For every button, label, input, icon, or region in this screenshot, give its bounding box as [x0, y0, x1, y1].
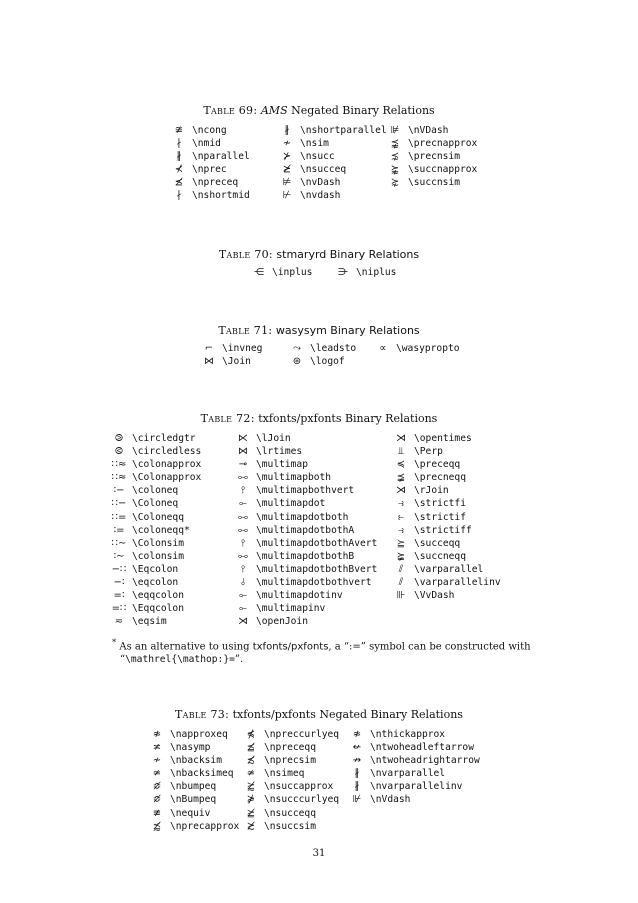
symbol-command: \multimapdotbothB — [256, 550, 355, 562]
symbol-command: \colonapprox — [132, 459, 202, 471]
symbol-command: \nprec — [192, 164, 227, 176]
symbol-glyph: ⧟ — [238, 472, 248, 484]
symbol-command: \opentimes — [414, 433, 472, 444]
symbol-command: \inplus — [272, 267, 313, 278]
symbol-command: \Colonapprox — [132, 472, 202, 484]
symbol-glyph: ⫰ — [240, 577, 246, 589]
symbol-command: \nBumpeq — [170, 794, 217, 806]
symbol-glyph: ≉ — [352, 729, 362, 740]
ams-logo: AMS — [260, 104, 288, 117]
table-row — [110, 445, 530, 458]
symbol-command: \Colonsim — [132, 537, 184, 549]
symbol-glyph: −∶ — [113, 577, 125, 589]
symbol-command: \circledless — [132, 446, 202, 458]
symbol-glyph: ⧟ — [238, 550, 248, 562]
symbol-glyph: ≁ — [282, 138, 292, 150]
symbol-command: \npreceq — [192, 177, 239, 189]
symbol-glyph: ⋊ — [396, 433, 406, 444]
symbol-command: \Eqqcolon — [132, 603, 184, 615]
footnote-marker: * — [112, 637, 117, 647]
table-70-title: stmaryrd Binary Relations — [272, 248, 420, 261]
table-row — [110, 511, 530, 524]
table-row — [110, 432, 530, 445]
symbol-glyph: ∷− — [111, 498, 127, 510]
symbol-glyph: ⫯ — [240, 537, 246, 549]
table-row — [110, 615, 530, 628]
symbol-command: \nsuccsim — [264, 820, 316, 832]
table-row — [110, 524, 530, 537]
table-row — [170, 137, 500, 150]
symbol-glyph: ∶− — [113, 485, 125, 497]
symbol-command: \nvarparallel — [370, 768, 446, 780]
symbol-glyph: ⊮ — [352, 794, 362, 806]
footnote-code: \mathrel{\mathop:}= — [125, 654, 235, 666]
symbol-glyph: ≎̸ — [152, 781, 162, 793]
symbol-glyph: ⧁ — [115, 433, 123, 444]
symbol-command: \varparallel — [414, 563, 484, 575]
symbol-glyph: ⪴ — [396, 537, 406, 549]
symbol-command: \nshortmid — [192, 190, 250, 202]
symbol-command: \Coloneqq — [132, 511, 184, 523]
table-row — [170, 189, 500, 202]
symbol-glyph: ≂ — [114, 616, 124, 628]
table-72-label: Table 72: — [200, 412, 255, 425]
table-71-label: Table 71: — [218, 324, 273, 337]
table-row — [110, 537, 530, 550]
symbol-command: \openJoin — [256, 616, 308, 628]
symbol-glyph: ∶= — [113, 524, 125, 536]
symbol-glyph: ⪷̸ — [152, 820, 162, 832]
symbol-command: \napproxeq — [170, 729, 228, 740]
symbol-glyph: ⋺ — [338, 267, 348, 278]
symbol-glyph: ≭ — [152, 742, 162, 754]
table-row — [110, 563, 530, 576]
symbol-command: \nvarparallelinv — [370, 781, 463, 793]
table-70 — [250, 266, 410, 279]
symbol-command: \ntwoheadleftarrow — [370, 742, 474, 754]
symbol-command: \strictfi — [414, 498, 466, 510]
symbol-glyph: ⪳̸ — [246, 742, 256, 754]
symbol-glyph: ≄ — [246, 768, 256, 780]
symbol-glyph: ⋠ — [246, 729, 256, 740]
symbol-glyph: ≁ — [152, 755, 162, 767]
symbol-command: \multimapboth — [256, 472, 332, 484]
symbol-command: \Eqcolon — [132, 563, 179, 575]
symbol-glyph: ∦ — [354, 768, 360, 780]
symbol-command: \lrtimes — [256, 446, 303, 458]
symbol-command: \strictif — [414, 511, 466, 523]
symbol-command: \colonsim — [132, 550, 184, 562]
symbol-command: \multimapdotbothAvert — [256, 537, 378, 549]
table-73-title: txfonts/pxfonts Negated Binary Relations — [229, 708, 463, 721]
symbol-command: \precneqq — [414, 472, 466, 484]
table-row — [170, 163, 500, 176]
symbol-command: \rJoin — [414, 485, 449, 497]
symbol-command: \nVDash — [408, 125, 449, 136]
symbol-command: \preceqq — [414, 459, 461, 471]
footnote-line-2: “\mathrel{\mathop:}=”. — [120, 654, 244, 666]
symbol-glyph: ∷≈ — [111, 459, 127, 471]
symbol-glyph: ⪴̸ — [246, 807, 256, 819]
symbol-glyph: ⊭ — [282, 177, 292, 189]
symbol-command: \nmid — [192, 138, 221, 150]
table-69-caption — [0, 104, 638, 117]
symbol-glyph: ⤳ — [293, 343, 301, 354]
symbol-command: \VvDash — [414, 590, 455, 602]
symbol-command: \nsim — [300, 138, 329, 150]
table-row — [148, 780, 528, 793]
symbol-command: \strictiff — [414, 524, 472, 536]
symbol-glyph: ⟜ — [239, 590, 247, 602]
symbol-command: \Join — [222, 356, 251, 368]
footnote-package: txfonts/pxfonts — [252, 641, 329, 653]
symbol-command: \wasypropto — [396, 343, 460, 354]
table-73 — [148, 728, 528, 833]
symbol-glyph: ∤ — [176, 190, 182, 202]
symbol-command: \nvDash — [300, 177, 341, 189]
table-row — [110, 602, 530, 615]
symbol-command: \multimapdotbothBvert — [256, 563, 378, 575]
symbol-command: \coloneqq* — [132, 524, 190, 536]
table-row — [110, 589, 530, 602]
symbol-command: \precnapprox — [408, 138, 478, 150]
symbol-glyph: ⧀ — [115, 446, 123, 458]
symbol-glyph: ⊀ — [174, 164, 184, 176]
symbol-command: \nsucccurlyeq — [264, 794, 340, 806]
symbol-command: \nprecapprox — [170, 820, 240, 832]
symbol-command: \nsucceqq — [264, 807, 316, 819]
symbol-glyph: ≎̸ — [152, 794, 162, 806]
symbol-glyph: ⊛ — [292, 356, 302, 368]
footnote-line-1: * As an alternative to using txfonts/pxfonts, a “:=” symbol can be constructed with — [112, 637, 531, 653]
table-row — [170, 176, 500, 189]
symbol-command: \multimapdotinv — [256, 590, 343, 602]
symbol-glyph: ⥼ — [398, 511, 404, 523]
symbol-command: \varparallelinv — [414, 577, 501, 589]
symbol-command: \multimapdotboth — [256, 511, 349, 523]
symbol-command: \nshortparallel — [300, 125, 387, 136]
symbol-command: \nbumpeq — [170, 781, 217, 793]
symbol-glyph: ≢ — [152, 807, 162, 819]
table-row — [148, 741, 528, 754]
symbol-command: \nvdash — [300, 190, 341, 202]
symbol-glyph: ⫽ — [398, 577, 404, 589]
symbol-glyph: ∷= — [111, 511, 127, 523]
symbol-command: \leadsto — [310, 343, 357, 354]
symbol-glyph: ⋨ — [390, 151, 400, 163]
symbol-glyph: ↚ — [352, 742, 362, 754]
page-number: 31 — [312, 848, 326, 859]
table-row — [110, 484, 530, 497]
symbol-command: \multimapdotbothA — [256, 524, 355, 536]
table-71-caption — [0, 324, 638, 337]
table-70-caption — [0, 248, 638, 261]
symbol-glyph: ≇ — [174, 125, 184, 136]
symbol-glyph: ⟜ — [239, 603, 247, 615]
symbol-glyph: ∦ — [284, 125, 290, 136]
symbol-command: \precnsim — [408, 151, 460, 163]
symbol-command: \lJoin — [256, 433, 291, 444]
symbol-glyph: ∝ — [379, 343, 387, 354]
symbol-command: \multimapinv — [256, 603, 326, 615]
table-row — [110, 458, 530, 471]
symbol-glyph: ≉ — [152, 729, 162, 740]
table-72-caption — [0, 412, 638, 425]
symbol-glyph: ⪯̸ — [174, 177, 184, 189]
symbol-glyph: ⋊ — [396, 485, 406, 497]
symbol-glyph: ⪰̸ — [282, 164, 292, 176]
table-70-label: Table 70: — [218, 248, 273, 261]
table-71 — [200, 342, 460, 368]
symbol-command: \succnapprox — [408, 164, 478, 176]
symbol-command: \coloneq — [132, 485, 179, 497]
symbol-glyph: ∷≈ — [111, 472, 127, 484]
symbol-glyph: ⪵ — [396, 472, 406, 484]
symbol-glyph: ∦ — [354, 781, 360, 793]
symbol-command: \eqcolon — [132, 577, 179, 589]
symbol-glyph: =∶ — [113, 590, 125, 602]
symbol-glyph: ⌐ — [204, 343, 214, 354]
table-row — [148, 754, 528, 767]
symbol-glyph: ⫽ — [398, 563, 404, 575]
symbol-glyph: ⋉ — [238, 433, 248, 444]
footnote — [112, 636, 532, 666]
symbol-command: \ncong — [192, 125, 227, 136]
table-row — [200, 355, 460, 368]
symbol-glyph: ∶∼ — [113, 550, 125, 562]
symbol-command: \Perp — [414, 446, 443, 458]
symbol-glyph: ≿̸ — [246, 820, 256, 832]
symbol-command: \succnsim — [408, 177, 460, 189]
table-row — [148, 728, 528, 741]
table-row — [110, 471, 530, 484]
table-row — [170, 124, 500, 137]
symbol-command: \eqsim — [132, 616, 167, 628]
symbol-glyph: ⥽ — [398, 498, 404, 510]
symbol-command: \niplus — [356, 267, 397, 278]
table-row — [110, 576, 530, 589]
symbol-command: \logof — [310, 356, 345, 368]
symbol-command: \circledgtr — [132, 433, 196, 444]
symbol-glyph: ∦ — [176, 151, 182, 163]
symbol-glyph: ↛ — [352, 755, 362, 767]
symbol-command: \nsucceq — [300, 164, 347, 176]
table-row — [110, 497, 530, 510]
symbol-command: \nsimeq — [264, 768, 305, 780]
symbol-command: \multimapdot — [256, 498, 326, 510]
table-row — [148, 767, 528, 780]
symbol-glyph: ⪸̸ — [246, 781, 256, 793]
symbol-command: \npreccurlyeq — [264, 729, 340, 740]
symbol-glyph: ≄ — [152, 768, 162, 780]
table-73-caption — [0, 708, 638, 721]
symbol-command: \nequiv — [170, 807, 211, 819]
symbol-glyph: ⊯ — [390, 125, 400, 136]
symbol-glyph: ⋲ — [254, 267, 264, 278]
table-row — [148, 793, 528, 806]
table-69-label: Table 69: — [203, 104, 258, 117]
symbol-command: \nsuccapprox — [264, 781, 334, 793]
symbol-command: \nbacksimeq — [170, 768, 234, 780]
symbol-glyph: ⧟ — [238, 511, 248, 523]
symbol-glyph: ⫫ — [398, 446, 404, 458]
symbol-command: \nasymp — [170, 742, 211, 754]
symbol-command: \eqqcolon — [132, 590, 184, 602]
table-row — [148, 820, 528, 833]
symbol-command: \succneqq — [414, 550, 466, 562]
symbol-command: \nbacksim — [170, 755, 222, 767]
symbol-glyph: ⧟ — [238, 524, 248, 536]
symbol-glyph: ∷∼ — [111, 537, 127, 549]
symbol-command: \nprecsim — [264, 755, 316, 767]
symbol-glyph: ⟜ — [239, 498, 247, 510]
symbol-command: \multimapdotbothvert — [256, 577, 372, 589]
symbol-glyph: ⋈ — [204, 356, 214, 368]
symbol-command: \multimapbothvert — [256, 485, 355, 497]
symbol-command: \succeqq — [414, 537, 461, 549]
table-73-label: Table 73: — [175, 708, 230, 721]
table-72-title: txfonts/pxfonts Binary Relations — [254, 412, 438, 425]
symbol-command: \invneg — [222, 343, 263, 354]
symbol-glyph: =∷ — [111, 603, 127, 615]
symbol-glyph: ⥽ — [398, 524, 404, 536]
table-71-title: wasysym Binary Relations — [272, 324, 420, 337]
symbol-command: \nsucc — [300, 151, 335, 163]
symbol-glyph: ⊁ — [282, 151, 292, 163]
symbol-glyph: ⊪ — [396, 590, 406, 602]
table-row — [250, 266, 410, 279]
symbol-command: \npreceqq — [264, 742, 316, 754]
symbol-glyph: ⪶ — [396, 550, 406, 562]
symbol-glyph: ⋡ — [246, 794, 256, 806]
symbol-glyph: ⊸ — [238, 459, 248, 471]
table-row — [148, 807, 528, 820]
table-69-title: Negated Binary Relations — [287, 104, 435, 117]
symbol-glyph: ⫯ — [240, 485, 246, 497]
symbol-command: \nthickapprox — [370, 729, 446, 740]
table-69 — [170, 124, 500, 203]
symbol-command: \Coloneq — [132, 498, 179, 510]
symbol-glyph: ≼ — [396, 459, 406, 471]
symbol-glyph: ≾̸ — [246, 755, 256, 767]
symbol-command: \multimap — [256, 459, 308, 471]
symbol-glyph: ⫯ — [240, 563, 246, 575]
symbol-glyph: ⊬ — [282, 190, 292, 202]
symbol-glyph: ⋈ — [238, 446, 248, 458]
symbol-glyph: −∷ — [111, 563, 127, 575]
table-72 — [110, 432, 530, 628]
symbol-command: \ntwoheadrightarrow — [370, 755, 480, 767]
symbol-glyph: ⋊ — [238, 616, 248, 628]
symbol-glyph: ⪺ — [390, 164, 400, 176]
symbol-glyph: ⋩ — [390, 177, 400, 189]
symbol-command: \nVdash — [370, 794, 411, 806]
table-row — [170, 150, 500, 163]
symbol-glyph: ⪹ — [390, 138, 400, 150]
symbol-glyph: ∤ — [176, 138, 182, 150]
symbol-command: \nparallel — [192, 151, 250, 163]
table-row — [110, 550, 530, 563]
table-row — [200, 342, 460, 355]
